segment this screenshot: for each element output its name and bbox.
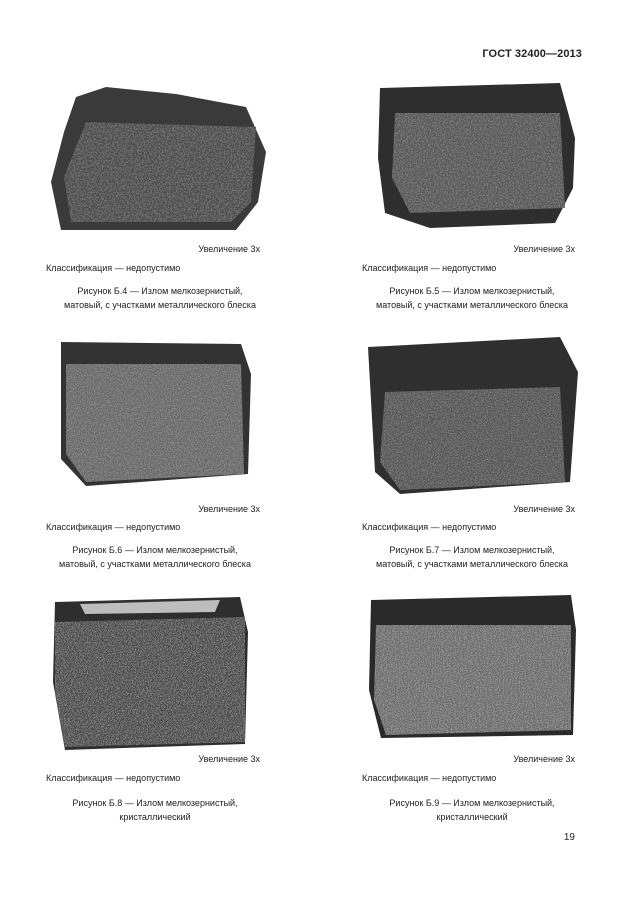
figure-caption: [35, 543, 275, 571]
caption-line: матовый, с участками металлического блеска: [59, 559, 251, 569]
caption-line: матовый, с участками металлического блеска: [64, 300, 256, 310]
magnification-label: Увеличение 3х: [513, 754, 575, 764]
classification-label: Классификация — недопустимо: [362, 263, 497, 273]
classification-label: Классификация — недопустимо: [46, 263, 181, 273]
magnification-label: Увеличение 3х: [513, 244, 575, 254]
fracture-photo-b7: [360, 332, 580, 497]
page-number: 19: [563, 832, 575, 843]
classification-label: Классификация — недопустимо: [46, 522, 181, 532]
fracture-photo-b5: [370, 78, 580, 233]
magnification-label: Увеличение 3х: [513, 504, 575, 514]
figure-caption: [352, 796, 592, 824]
caption-line: Рисунок Б.5 — Излом мелкозернистый,: [389, 286, 555, 296]
magnification-label: Увеличение 3х: [198, 754, 260, 764]
figure-caption: [35, 796, 275, 824]
caption-line: матовый, с участками металлического блеска: [376, 559, 568, 569]
fracture-photo-b4: [46, 82, 272, 232]
document-header: ГОСТ 32400—2013: [482, 48, 582, 60]
figure-caption: [352, 284, 592, 312]
figure-caption: [352, 543, 592, 571]
magnification-label: Увеличение 3х: [198, 504, 260, 514]
caption-line: Рисунок Б.9 — Излом мелкозернистый,: [389, 798, 555, 808]
classification-label: Классификация — недопустимо: [362, 522, 497, 532]
fracture-photo-b8: [50, 592, 250, 752]
caption-line: Рисунок Б.8 — Излом мелкозернистый,: [72, 798, 238, 808]
caption-line: матовый, с участками металлического блеска: [376, 300, 568, 310]
magnification-label: Увеличение 3х: [198, 244, 260, 254]
classification-label: Классификация — недопустимо: [46, 773, 181, 783]
classification-label: Классификация — недопустимо: [362, 773, 497, 783]
caption-line: кристаллический: [436, 812, 508, 822]
fracture-photo-b6: [56, 334, 256, 489]
caption-line: Рисунок Б.7 — Излом мелкозернистый,: [389, 545, 555, 555]
figure-caption: [40, 284, 280, 312]
caption-line: Рисунок Б.4 — Излом мелкозернистый,: [77, 286, 243, 296]
caption-line: кристаллический: [119, 812, 191, 822]
caption-line: Рисунок Б.6 — Излом мелкозернистый,: [72, 545, 238, 555]
fracture-photo-b9: [366, 590, 578, 740]
